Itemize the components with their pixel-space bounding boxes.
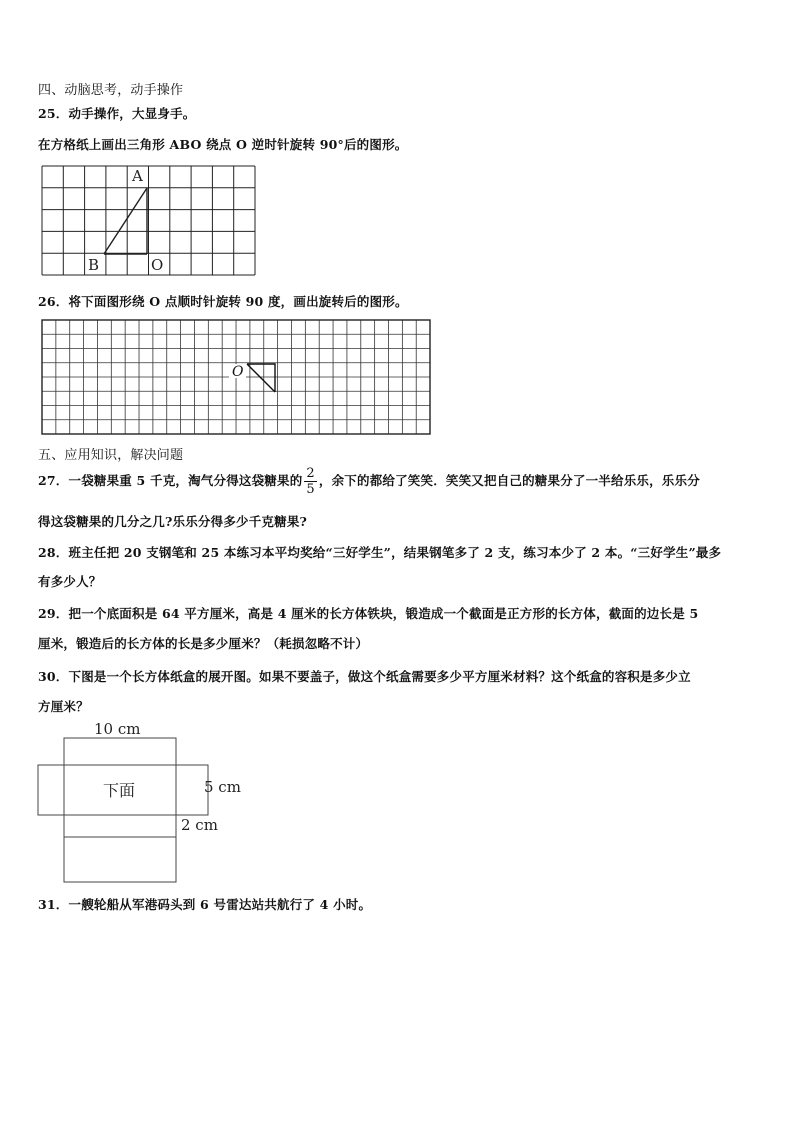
shape-diagonal bbox=[247, 364, 275, 392]
box-net-diagram bbox=[30, 718, 270, 890]
question-29-line2: 厘米，锻造后的长方体的长是多少厘米？（耗损忽略不计） bbox=[38, 636, 369, 651]
question-27-line2: 得这袋糖果的几分之几?乐乐分得多少千克糖果? bbox=[38, 514, 308, 529]
section-4-title: 四、动脑思考，动手操作 bbox=[38, 83, 184, 98]
label-o-q26: O bbox=[232, 364, 244, 380]
q27-part1: 27．一袋糖果重 5 千克，淘气分得这袋糖果的 bbox=[38, 473, 303, 488]
label-b: B bbox=[88, 256, 100, 274]
q25-grid-figure bbox=[38, 162, 258, 278]
question-31-text: 31．一艘轮船从军港码头到 6 号雷达站共航行了 4 小时。 bbox=[38, 897, 372, 912]
question-29-line1: 29．把一个底面积是 64 平方厘米，高是 4 厘米的长方体铁块，锻造成一个截面是正方形的长方体，截面的边长是 5 bbox=[38, 606, 699, 621]
question-27-line1 bbox=[38, 466, 700, 497]
fraction-numerator: 2 bbox=[306, 466, 315, 481]
fraction-two-fifths bbox=[304, 466, 316, 497]
question-25-text: 在方格纸上画出三角形 ABO 绕点 O 逆时针旋转 90°后的图形。 bbox=[38, 137, 408, 152]
label-bottom-face: 下面 bbox=[103, 781, 136, 800]
question-28-line1: 28．班主任把 20 支钢笔和 25 本练习本平均奖给“三好学生”，结果钢笔多了 2 支，练习本少了 2 本。“三好学生”最多 bbox=[38, 545, 722, 560]
label-o: O bbox=[151, 256, 164, 274]
label-length: 10 cm bbox=[94, 720, 141, 738]
label-a: A bbox=[132, 167, 143, 185]
q26-grid-figure bbox=[40, 318, 434, 438]
q27-part2: ，余下的都给了笑笑．笑笑又把自己的糖果分了一半给乐乐，乐乐分 bbox=[318, 473, 700, 488]
question-26-text: 26．将下面图形绕 O 点顺时针旋转 90 度，画出旋转后的图形。 bbox=[38, 294, 408, 309]
question-30-line2: 方厘米？ bbox=[38, 699, 89, 714]
question-30-line1: 30．下图是一个长方体纸盒的展开图。如果不要盖子，做这个纸盒需要多少平方厘米材料？这个纸盒的容积是多少立 bbox=[38, 669, 691, 684]
question-28-line2: 有多少人？ bbox=[38, 574, 102, 589]
question-25-heading: 25．动手操作，大显身手。 bbox=[38, 106, 196, 121]
label-width: 5 cm bbox=[204, 778, 241, 796]
segment-ab bbox=[104, 188, 147, 254]
fraction-denominator: 5 bbox=[306, 482, 315, 497]
section-5-title: 五、应用知识，解决问题 bbox=[38, 448, 184, 463]
label-height: 2 cm bbox=[181, 816, 218, 834]
